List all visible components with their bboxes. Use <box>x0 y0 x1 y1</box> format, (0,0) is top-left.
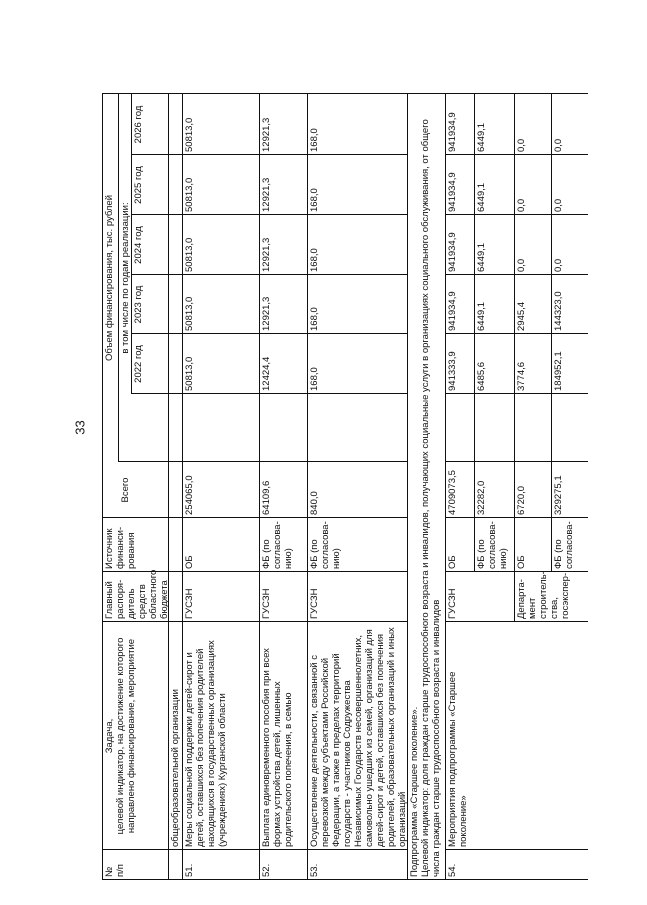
row-value: 168,0 <box>309 367 320 391</box>
row-value: 50813,0 <box>184 237 195 272</box>
row-value <box>168 275 182 334</box>
row54-source: ФБ (по согласова-нию) <box>476 521 509 569</box>
row54-value: 6485,6 <box>476 361 487 391</box>
header-year: 2022 год <box>133 345 144 383</box>
row-manager: ГУСЗН <box>184 588 195 619</box>
row-value: 12921,3 <box>261 237 272 272</box>
row-value: 50813,0 <box>184 117 195 152</box>
header-source: Источник финанси- рования <box>104 526 137 569</box>
row-total: 64109,6 <box>261 480 272 515</box>
row-value: 50813,0 <box>184 296 195 331</box>
row54-total: 32282,0 <box>476 480 487 515</box>
subprogram-text: Подпрограмма «Старшее поколение». Целевой индикатор: доля граждан старше трудоспособного возраста и инвалидов, получающих социальные услуги в организациях социального обслуживания, от общего числа граждан старше трудоспособного возраста и инвалидов <box>409 119 442 877</box>
row-task: общеобразовательной организации <box>170 689 181 847</box>
row54-value: 0,0 <box>516 258 527 272</box>
row54-manager: ГУСЗН <box>447 588 458 619</box>
row-num <box>168 850 182 880</box>
row54-value: 0,0 <box>553 258 564 272</box>
row-value: 168,0 <box>309 128 320 152</box>
row54-value: 6449,1 <box>476 182 487 212</box>
row-value: 168,0 <box>309 248 320 272</box>
row54-total: 6720,0 <box>516 485 527 515</box>
row54-value: 144323,0 <box>553 291 564 331</box>
row-value: 50813,0 <box>184 356 195 391</box>
row54-source: ФБ (по согласова- <box>553 521 575 569</box>
header-by-year: в том числе по годам реализации: <box>120 202 131 354</box>
row54-value: 0,0 <box>553 138 564 152</box>
header-year: 2026 год <box>133 105 144 144</box>
row54-num: 54. <box>447 863 458 877</box>
row-num: 52. <box>261 863 272 877</box>
row54-value: 941934,9 <box>447 291 458 331</box>
row-num: 53. <box>309 863 320 877</box>
row-value: 12921,3 <box>261 177 272 212</box>
row54-value: 0,0 <box>516 138 527 152</box>
header-year: 2023 год <box>133 285 144 324</box>
rotated-page <box>102 0 647 880</box>
row54-value: 6449,1 <box>476 122 487 152</box>
row-value: 50813,0 <box>184 177 195 212</box>
row54-source: ОБ <box>516 555 527 569</box>
row54-value: 0,0 <box>516 198 527 212</box>
row54-value: 941934,9 <box>447 232 458 272</box>
row-value: 168,0 <box>309 188 320 212</box>
row54-value: 184952,1 <box>553 351 564 391</box>
row54-value: 6449,1 <box>476 242 487 272</box>
row54-value: 6449,1 <box>476 301 487 331</box>
row-task: Выплата единовременного пособия при всех формах устройства детей, лишенных родительского попечения, в семью <box>261 648 294 847</box>
row-value: 12921,3 <box>261 296 272 331</box>
row54-manager: Департа-мент строитель-ства, госэкспер- <box>516 571 571 619</box>
row-value: 12424,4 <box>261 356 272 391</box>
row-total: 254065,0 <box>184 475 195 515</box>
row-value <box>168 334 182 394</box>
row-source <box>168 518 182 572</box>
row54-value: 2945,4 <box>516 301 527 331</box>
header-year: 2024 год <box>133 226 144 264</box>
row-task: Осуществление деятельности, связанной с перевозкой между субъектами Российской Федерации, а также в пределах территорий государств - участников Содружества Независимых Государств несовершеннолетних, самовольно ушедших из семей, организаций для детей-сирот и детей, оставшихся без попечения родителей, образовательных организаций и иных организаций <box>309 627 408 847</box>
row-total: 840,0 <box>309 491 320 515</box>
header-volume: Объем финансирования, тыс. рублей <box>104 194 115 362</box>
row54-total: 329275,1 <box>553 475 564 515</box>
row-value: 12921,3 <box>261 117 272 152</box>
header-manager: Главный распоря- дитель средств областного бюджета <box>104 569 170 619</box>
row-source: ФБ (по согласова-нию) <box>261 521 294 569</box>
row-source: ОБ <box>184 555 195 569</box>
row-manager <box>168 572 182 622</box>
header-task: Задача, целевой индикатор, на достижение которого направлено финансирование, мероприятие <box>104 637 137 835</box>
row-source: ФБ (по согласова-нию) <box>309 521 342 569</box>
header-num: № п/п <box>104 864 126 877</box>
row-value <box>168 94 182 155</box>
row-value <box>168 155 182 215</box>
row54-task: Мероприятия подпрограммы «Старшее поколение» <box>447 671 469 847</box>
row54-source: ОБ <box>447 555 458 569</box>
header-year: 2025 год <box>133 166 144 204</box>
row-manager: ГУСЗН <box>309 588 320 619</box>
row54-total: 4709073,5 <box>447 470 458 515</box>
row-total <box>168 462 182 518</box>
row54-value: 941934,9 <box>447 172 458 212</box>
row54-value: 941934,9 <box>447 112 458 152</box>
row-num: 51. <box>184 863 195 877</box>
row-task: Меры социальной поддержки детей-сирот и детей, оставшихся без попечения родителей находящихся в государственных организациях (учреждениях) Курганской области <box>184 640 228 847</box>
page-number: 33 <box>72 420 88 435</box>
row54-value: 3774,6 <box>516 361 527 391</box>
header-total: Всего <box>120 477 131 503</box>
row-value <box>168 215 182 275</box>
row-manager: ГУСЗН <box>261 588 272 619</box>
row54-value: 941333,9 <box>447 351 458 391</box>
row54-value: 0,0 <box>553 198 564 212</box>
row-value: 168,0 <box>309 307 320 331</box>
